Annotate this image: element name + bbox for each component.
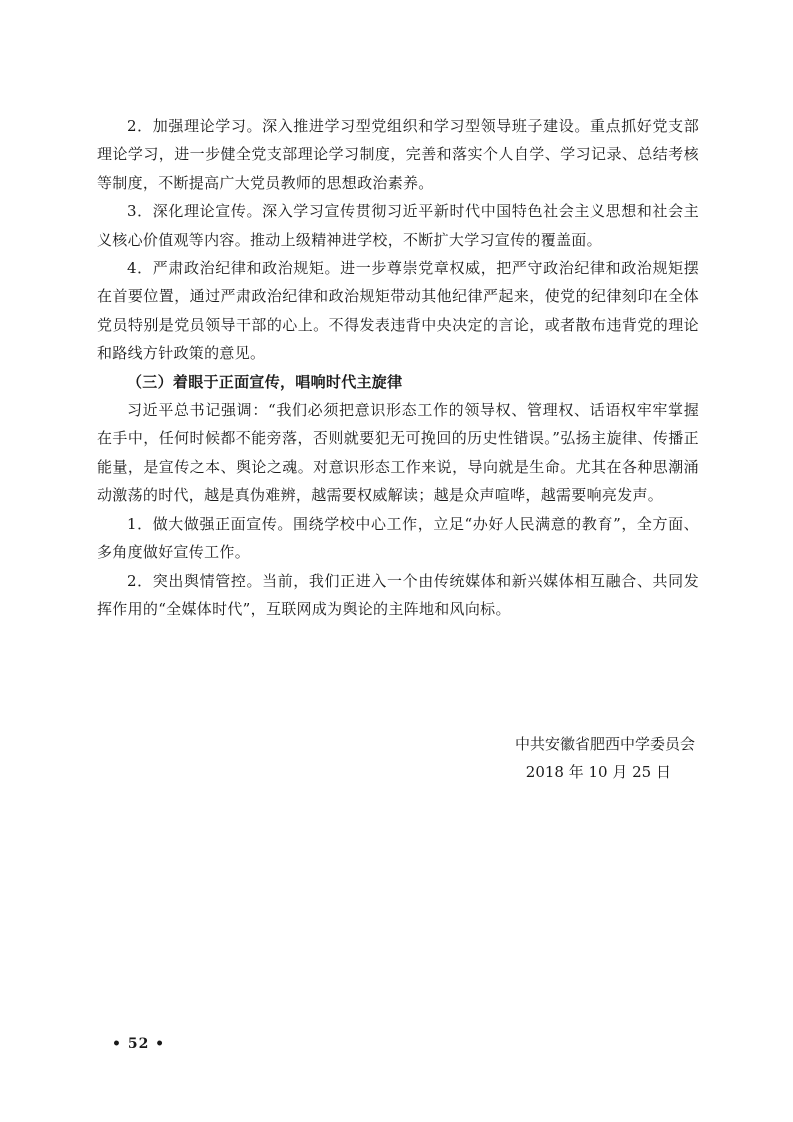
signature-organization: 中共安徽省肥西中学委员会 [514, 735, 695, 753]
body-text [97, 112, 699, 623]
signature-block [435, 730, 695, 786]
paragraph-deepen-theory-publicity: 3．深化理论宣传。深入学习宣传贯彻习近平新时代中国特色社会主义思想和社会主义核心价值观等内容。推动上级精神进学校，不断扩大学习宣传的覆盖面。 [97, 202, 699, 249]
section-heading: （三）着眼于正面宣传，唱响时代主旋律 [127, 372, 403, 391]
paragraph-strengthen-theory-study: 2．加强理论学习。深入推进学习型党组织和学习型领导班子建设。重点抓好党支部理论学习，进一步健全党支部理论学习制度，完善和落实个人自学、学习记录、总结考核等制度，不断提高广大党员教师的思想政治素养。 [97, 117, 699, 192]
page-number: • 52 • [112, 1036, 166, 1052]
paragraph-xi-quote: 习近平总书记强调：“我们必须把意识形态工作的领导权、管理权、话语权牢牢掌握在手中，任何时候都不能旁落，否则就要犯无可挽回的历史性错误。”弘扬主旋律、传播正能量，是宣传之本、舆论之魂。对意识形态工作来说，导向就是生命。尤其在各种思潮涌动激荡的时代，越是真伪难辨，越需要权威解读；越是众声喧哗，越需要响亮发声。 [97, 401, 699, 505]
paragraph-political-discipline: 4．严肃政治纪律和政治规矩。进一步尊崇党章权威，把严守政治纪律和政治规矩摆在首要位置，通过严肃政治纪律和政治规矩带动其他纪律严起来，使党的纪律刻印在全体党员特别是党员领导干部的心上。不得发表违背中央决定的言论，或者散布违背党的理论和路线方针政策的意见。 [97, 259, 699, 363]
signature-date: 2018 年 10 月 25 日 [525, 763, 671, 781]
paragraph-public-opinion-control: 2．突出舆情管控。当前，我们正进入一个由传统媒体和新兴媒体相互融合、共同发挥作用的“全媒体时代”，互联网成为舆论的主阵地和风向标。 [97, 571, 699, 618]
paragraph-positive-publicity: 1．做大做强正面宣传。围绕学校中心工作，立足“办好人民满意的教育”，全方面、多角度做好宣传工作。 [97, 514, 699, 562]
